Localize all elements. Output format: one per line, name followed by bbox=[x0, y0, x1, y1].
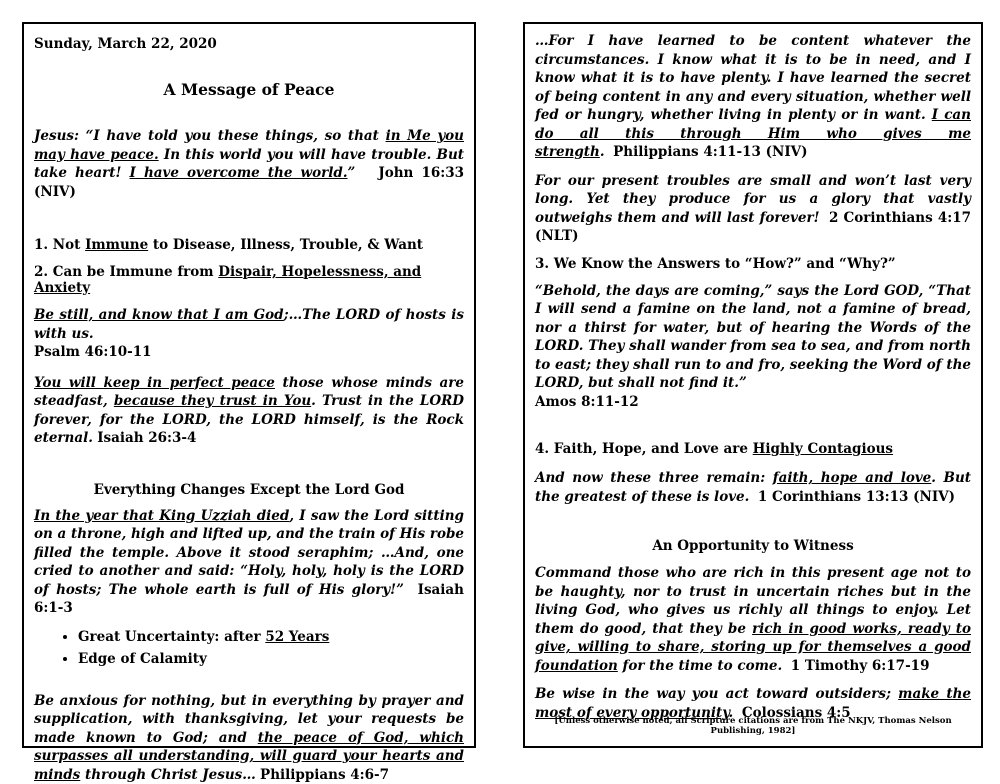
verse-ref: 2 Corinthians 4:17 (NLT) bbox=[535, 210, 971, 245]
verse-1-corinthians: And now these three remain: faith, hope and love. But the greatest of these is love. 1 Corinthians 13:13 (NIV) bbox=[535, 469, 971, 506]
verse-ref: Isaiah 6:1-3 bbox=[34, 582, 464, 617]
verse-amos: “Behold, the days are coming,” says the Lord GOD, “That I will send a famine on the land, not a famine of bread, nor a thirst for water, but of hearing the Words of the LORD. They shall wander from sea to sea, and from north to east; they shall run to and fro, seeking the Word of the LORD, but shall not find it.” Amos 8:11-12 bbox=[535, 282, 971, 412]
verse-ref: 1 Corinthians 13:13 (NIV) bbox=[758, 489, 955, 505]
right-page bbox=[523, 22, 983, 748]
verse-ref: John 16:33 (NIV) bbox=[34, 165, 464, 200]
verse-ref: Psalm 46:10-11 bbox=[34, 344, 152, 360]
left-page-content bbox=[34, 32, 464, 784]
verse-2-corinthians: For our present troubles are small and won’t last very long. Yet they produce for us a glory that vastly outweighs them and will last forever! 2 Corinthians 4:17 (NLT) bbox=[535, 172, 971, 246]
verse-philippians-4-6: Be anxious for nothing, but in everything by prayer and supplication, with thanksgiving, let your requests be made known to God; and the peace of God, which surpasses all understanding, will guard your hearts and minds through Christ Jesus… Philippians 4:6-7 bbox=[34, 692, 464, 784]
verse-ref: Colossians 4:5 bbox=[742, 705, 851, 721]
verse-ref: Philippians 4:11-13 (NIV) bbox=[613, 144, 807, 160]
left-page bbox=[22, 22, 476, 748]
point-4: 4. Faith, Hope, and Love are Highly Contagious bbox=[535, 441, 971, 457]
list-item: • Edge of Calamity bbox=[78, 648, 464, 670]
page-title: A Message of Peace bbox=[34, 80, 464, 99]
verse-ref: Philippians 4:6-7 bbox=[260, 767, 389, 783]
verse-colossians: Be wise in the way you act toward outsiders; make the most of every opportunity. Colossians 4:5 bbox=[535, 685, 971, 722]
footer-note: [Unless otherwise noted, all Scripture citations are from The NKJV, Thomas Nelson Publishing, 1982] bbox=[535, 716, 971, 736]
list-item: • Great Uncertainty: after 52 Years bbox=[78, 626, 464, 648]
point-1: 1. Not Immune to Disease, Illness, Trouble, & Want bbox=[34, 237, 464, 253]
date: Sunday, March 22, 2020 bbox=[34, 36, 464, 52]
verse-ref: Isaiah 26:3-4 bbox=[97, 430, 196, 446]
verse-psalm: Be still, and know that I am God;…The LORD of hosts is with us. Psalm 46:10-11 bbox=[34, 306, 464, 362]
right-page-content bbox=[535, 32, 971, 722]
verse-ref: Amos 8:11-12 bbox=[535, 394, 639, 410]
verse-ref: 1 Timothy 6:17-19 bbox=[791, 658, 930, 674]
verse-john: Jesus: “I have told you these things, so that in Me you may have peace. In this world you will have trouble. But take heart! I have overcome the world.” John 16:33 (NIV) bbox=[34, 127, 464, 201]
point-3: 3. We Know the Answers to “How?” and “Why?” bbox=[535, 256, 971, 272]
verse-1-timothy: Command those who are rich in this present age not to be haughty, nor to trust in uncertain riches but in the living God, who gives us richly all things to enjoy. Let them do good, that they be rich in good works, ready to give, willing to share, storing up for themselves a good foundation for the time to come. 1 Timothy 6:17-19 bbox=[535, 564, 971, 675]
verse-isaiah-26: You will keep in perfect peace those whose minds are steadfast, because they trust in You. Trust in the LORD forever, for the LORD, the LORD himself, is the Rock eternal. Isaiah 26:3-4 bbox=[34, 374, 464, 448]
point-2: 2. Can be Immune from Dispair, Hopelessness, and Anxiety bbox=[34, 264, 464, 296]
section-heading: An Opportunity to Witness bbox=[535, 538, 971, 554]
section-heading: Everything Changes Except the Lord God bbox=[34, 482, 464, 498]
verse-isaiah-6: In the year that King Uzziah died, I saw the Lord sitting on a throne, high and lifted up, and the train of His robe filled the temple. Above it stood seraphim; …And, one cried to another and said: “Holy, holy, holy is the LORD of hosts; The whole earth is full of His glory!” Isaiah 6:1-3 bbox=[34, 507, 464, 618]
bullet-list bbox=[34, 626, 464, 670]
verse-philippians-4-11: …For I have learned to be content whatever the circumstances. I know what it is to be in need, and I know what it is to have plenty. I have learned the secret of being content in any and every situation, whether well fed or hungry, whether living in plenty or in want. I can do all this through Him who gives me strength. Philippians 4:11-13 (NIV) bbox=[535, 32, 971, 162]
